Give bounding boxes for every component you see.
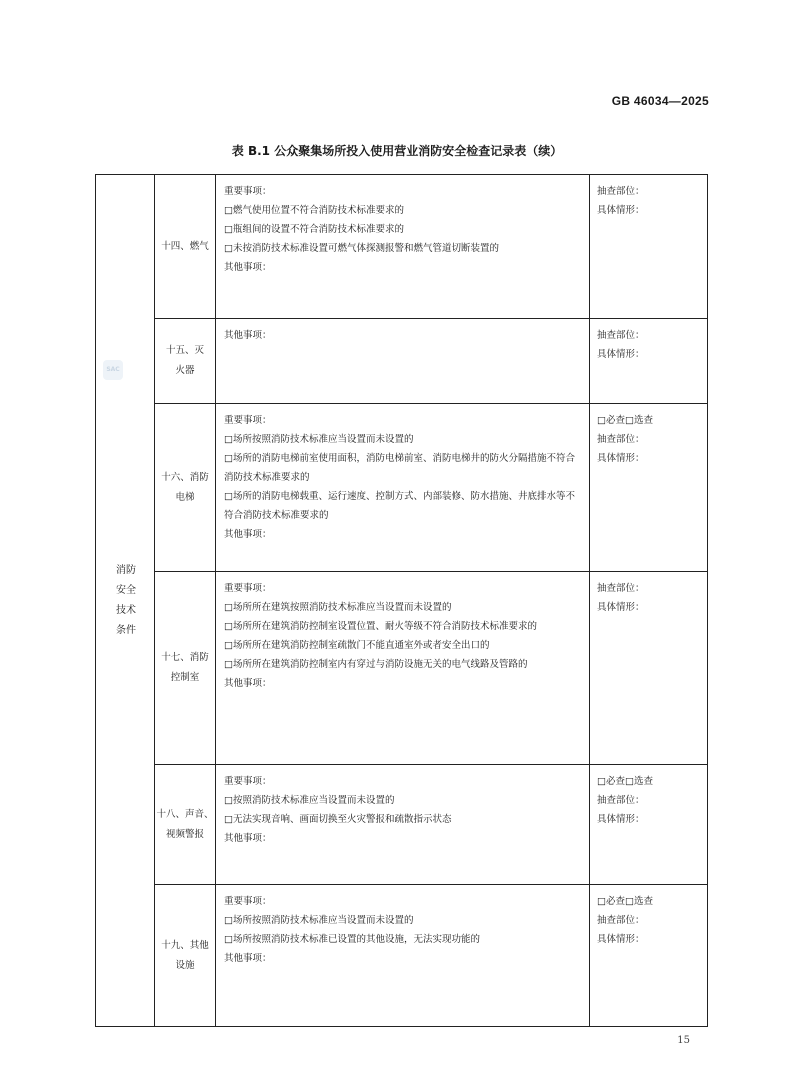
- inspection-record-table: [95, 174, 708, 1027]
- spot-check-cell: □必查□选查 抽查部位： 具体情形：: [590, 885, 708, 1027]
- table-row: [96, 319, 708, 404]
- item-name-cell: 十九、其他 设施: [155, 885, 216, 1027]
- spot-check-cell: □必查□选查 抽查部位： 具体情形：: [590, 404, 708, 572]
- page-number: 15: [677, 1035, 690, 1046]
- content-cell: 其他事项：: [216, 319, 590, 404]
- standard-number: GB 46034—2025: [611, 94, 709, 108]
- content-cell: 重要事项： □场所按照消防技术标准应当设置而未设置的 □场所的消防电梯前室使用面积，消防电梯前室、消防电梯井的防火分隔措施不符合消防技术标准要求的 □场所的消防电梯载重、运行速度、控制方式、内部装修、防水措施、井底排水等不符合消防技术标准要求的 其他事项：: [216, 404, 590, 572]
- table-row: [96, 572, 708, 765]
- table-row: [96, 885, 708, 1027]
- item-name-cell: 十七、消防 控制室: [155, 572, 216, 765]
- category-cell: [96, 175, 155, 1027]
- spot-check-cell: 抽查部位： 具体情形：: [590, 572, 708, 765]
- table-row: [96, 175, 708, 319]
- content-cell: 重要事项： □按照消防技术标准应当设置而未设置的 □无法实现音响、画面切换至火灾警报和疏散指示状态 其他事项：: [216, 765, 590, 885]
- content-cell: 重要事项： □场所按照消防技术标准应当设置而未设置的 □场所按照消防技术标准已设置的其他设施，无法实现功能的 其他事项：: [216, 885, 590, 1027]
- item-name-cell: 十四、燃气: [155, 175, 216, 319]
- item-name-cell: 十八、声音、 视频警报: [155, 765, 216, 885]
- item-name-cell: 十六、消防 电梯: [155, 404, 216, 572]
- category-label: 消防 安全 技术 条件: [116, 564, 136, 636]
- item-name-cell: 十五、灭 火器: [155, 319, 216, 404]
- spot-check-cell: 抽查部位： 具体情形：: [590, 319, 708, 404]
- spot-check-cell: 抽查部位： 具体情形：: [590, 175, 708, 319]
- table-caption: 表 B.1 公众聚集场所投入使用营业消防安全检查记录表（续）: [231, 144, 563, 158]
- table-row: [96, 765, 708, 885]
- sac-watermark-icon: SAC: [103, 360, 123, 380]
- table-row: [96, 404, 708, 572]
- spot-check-cell: □必查□选查 抽查部位： 具体情形：: [590, 765, 708, 885]
- content-cell: 重要事项： □场所所在建筑按照消防技术标准应当设置而未设置的 □场所所在建筑消防控制室设置位置、耐火等级不符合消防技术标准要求的 □场所所在建筑消防控制室疏散门不能直通室外或者安全出口的 □场所所在建筑消防控制室内有穿过与消防设施无关的电气线路及管路的 其他事项：: [216, 572, 590, 765]
- content-cell: 重要事项： □燃气使用位置不符合消防技术标准要求的 □瓶组间的设置不符合消防技术标准要求的 □未按消防技术标准设置可燃气体探测报警和燃气管道切断装置的 其他事项：: [216, 175, 590, 319]
